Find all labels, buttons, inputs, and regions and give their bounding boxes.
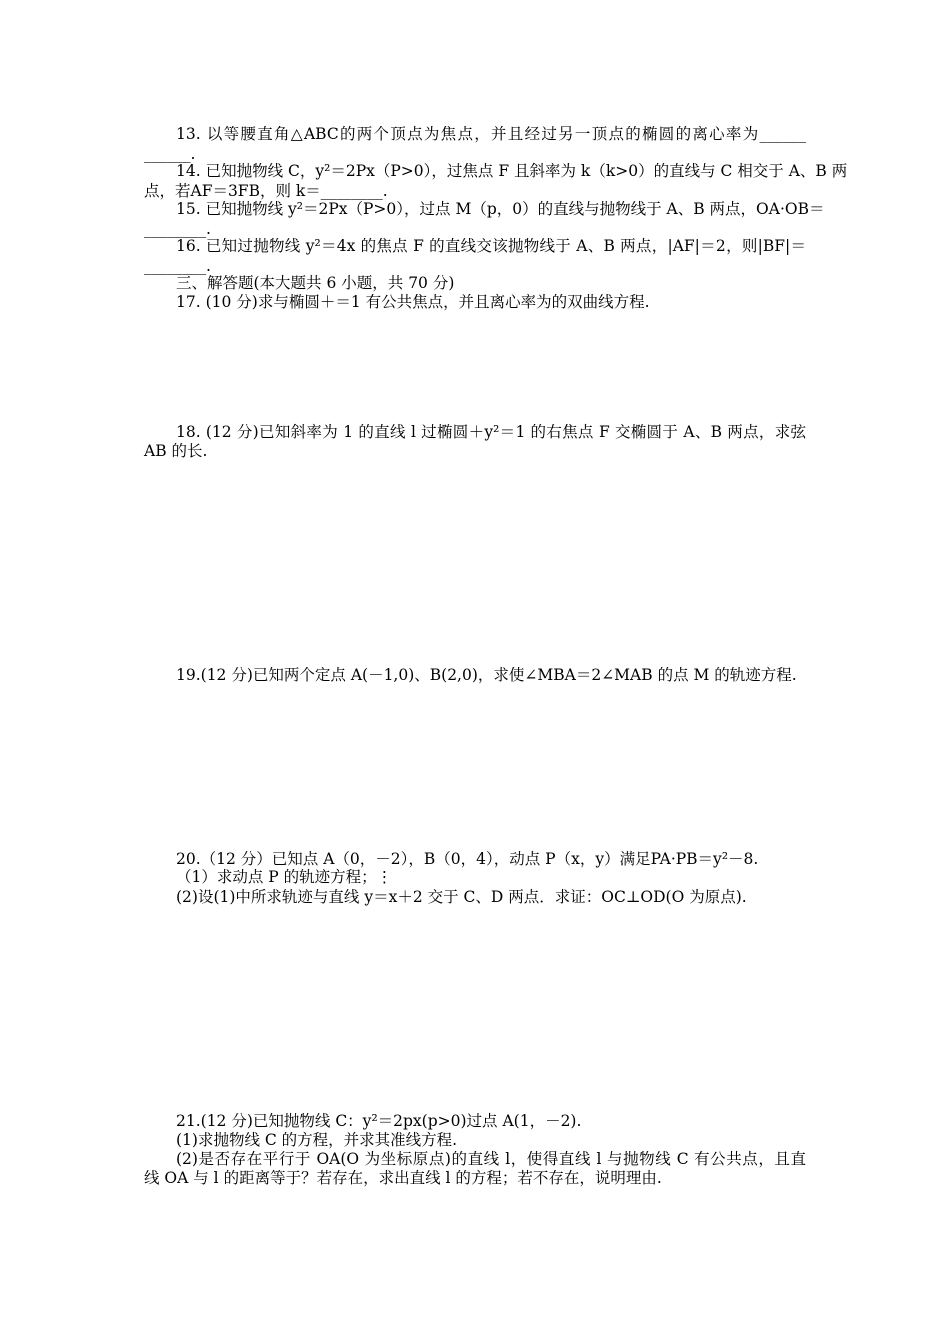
- q14-line2: 点，若AF＝3FB，则 k＝________.: [144, 182, 388, 200]
- q18-line2: AB 的长.: [144, 442, 208, 460]
- q15-line1: 15. 已知抛物线 y²＝2Px（P>0），过点 M（p，0）的直线与抛物线于 A、B 两点，OA·OB＝: [176, 200, 825, 218]
- q15-line2: ________.: [144, 220, 211, 238]
- q20-part2: (2)设(1)中所求轨迹与直线 y＝x＋2 交于 C、D 两点．求证：OC⊥OD(O 为原点).: [176, 888, 747, 906]
- q18-line1: 18. (12 分)已知斜率为 1 的直线 l 过椭圆＋y²＝1 的右焦点 F 交椭圆于 A、B 两点，求弦: [176, 423, 806, 441]
- q13-line1: 13. 以等腰直角△ABC的两个顶点为焦点，并且经过另一顶点的椭圆的离心率为______: [176, 125, 806, 143]
- q16-line2: ________.: [144, 257, 211, 275]
- q16-line1: 16. 已知过抛物线 y²＝4x 的焦点 F 的直线交该抛物线于 A、B 两点，|AF|＝2，则|BF|＝: [176, 237, 806, 255]
- q14-line1: 14. 已知抛物线 C，y²＝2Px（P>0），过焦点 F 且斜率为 k（k>0）的直线与 C 相交于 A、B 两: [176, 162, 848, 180]
- q20-part1: （1）求动点 P 的轨迹方程；⋮: [176, 868, 393, 886]
- q13-line2: ______.: [144, 145, 196, 163]
- q17-line1: 17. (10 分)求与椭圆＋＝1 有公共焦点，并且离心率为的双曲线方程.: [176, 293, 650, 311]
- q21-line1: 21.(12 分)已知抛物线 C：y²＝2px(p>0)过点 A(1，－2).: [176, 1112, 582, 1130]
- q21-part2-line2: 线 OA 与 l 的距离等于？若存在，求出直线 l 的方程；若不存在，说明理由.: [144, 1169, 662, 1187]
- section-heading: 三、解答题(本大题共 6 小题，共 70 分): [176, 274, 455, 292]
- q21-part2-line1: (2)是否存在平行于 OA(O 为坐标原点)的直线 l，使得直线 l 与抛物线 C 有公共点，且直: [176, 1150, 806, 1168]
- q21-part1: (1)求抛物线 C 的方程，并求其准线方程.: [176, 1131, 458, 1149]
- q19-line1: 19.(12 分)已知两个定点 A(－1,0)、B(2,0)，求使∠MBA＝2∠MAB 的点 M 的轨迹方程.: [176, 666, 797, 684]
- q20-line1: 20.（12 分）已知点 A（0，－2），B（0，4），动点 P（x，y）满足PA·PB＝y²－8.: [176, 850, 759, 868]
